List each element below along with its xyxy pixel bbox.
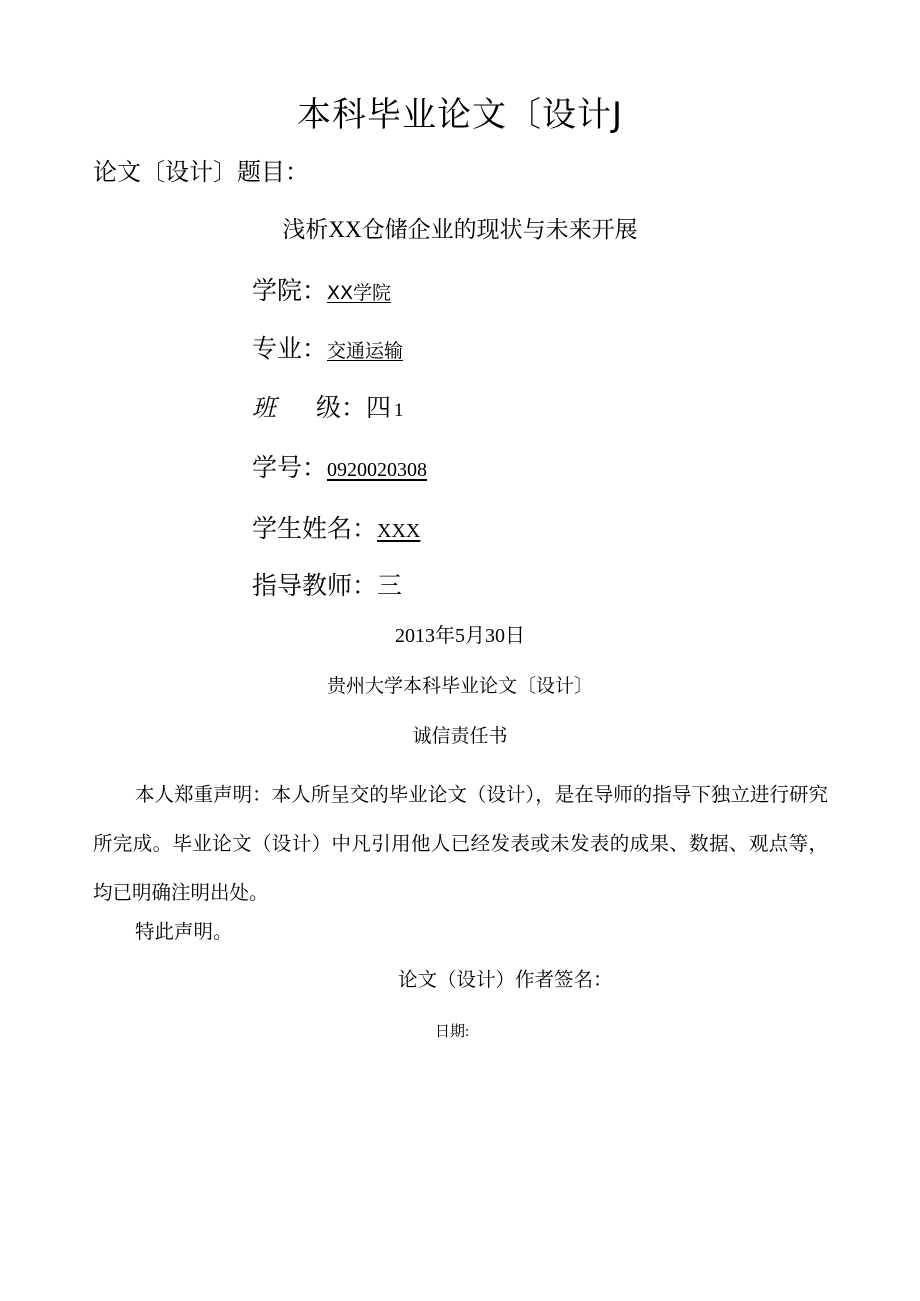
topic-text: 浅析XX仓储企业的现状与未来开展 [282, 217, 638, 242]
signature-label: 论文（设计）作者签名： [398, 968, 613, 991]
class-label-part2: 级： [316, 393, 367, 422]
advisor-value: 三 [377, 571, 403, 600]
class-value-part2: 1 [394, 400, 404, 421]
pledge-paragraph: 本人郑重声明：本人所呈交的毕业论文（设计），是在导师的指导下独立进行研究所完成。毕业论文（设计）中凡引用他人已经发表或未发表的成果、数据、观点等，均已明确注明出处。 [93, 783, 828, 904]
student-id-label: 学号： [252, 453, 328, 482]
student-name-label: 学生姓名： [252, 514, 378, 543]
date-label: 日期: [435, 1024, 470, 1040]
class-label-part1: 班 [252, 394, 276, 422]
document-date: 2013年5月30日 [395, 625, 525, 647]
student-id-value: 0920020308 [327, 459, 428, 481]
college-value: XX学院 [327, 282, 392, 304]
advisor-label: 指导教师： [252, 571, 378, 600]
major-field [252, 336, 403, 361]
page-title: 本科毕业论文〔设计J [296, 95, 624, 135]
thesis-topic [0, 218, 920, 242]
college-field [252, 278, 391, 303]
student-name-field [252, 516, 420, 541]
university-title: 贵州大学本科毕业论文〔设计〕 [326, 675, 593, 697]
advisor-field [252, 573, 402, 598]
college-label: 学院： [252, 276, 328, 305]
special-statement: 特此声明。 [135, 920, 233, 943]
topic-label: 论文〔设计〕题目： [93, 158, 309, 186]
class-field [252, 395, 404, 420]
student-name-value: XXX [377, 520, 421, 542]
class-value-part1: 四 [366, 393, 392, 422]
student-id-field [252, 455, 427, 480]
major-label: 专业： [252, 334, 328, 363]
pledge-title: 诚信责任书 [412, 725, 508, 747]
major-value: 交通运输 [327, 340, 404, 362]
